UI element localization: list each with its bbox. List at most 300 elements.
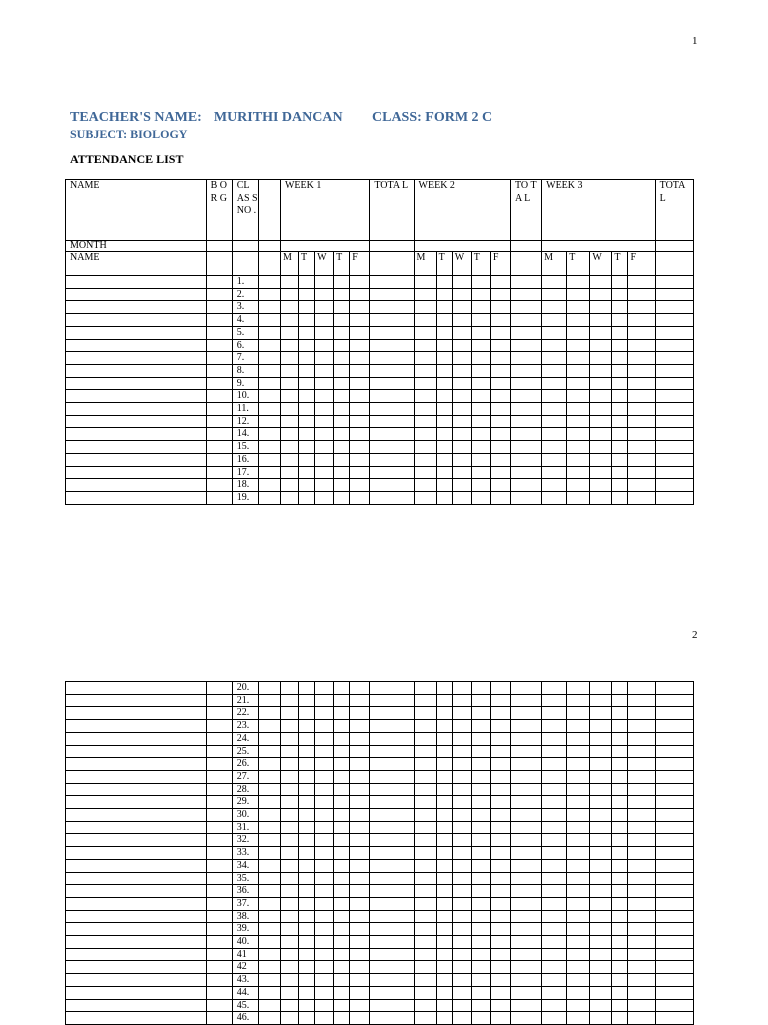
attendance-cell[interactable] — [511, 339, 542, 352]
attendance-cell[interactable] — [334, 301, 350, 314]
attendance-cell[interactable] — [567, 377, 590, 390]
attendance-cell[interactable] — [471, 479, 490, 492]
attendance-cell[interactable] — [590, 390, 612, 403]
attendance-cell[interactable] — [299, 783, 315, 796]
attendance-cell[interactable] — [280, 809, 298, 822]
attendance-cell[interactable] — [299, 352, 315, 365]
attendance-cell[interactable] — [334, 758, 350, 771]
attendance-cell[interactable] — [436, 847, 452, 860]
attendance-cell[interactable] — [452, 403, 471, 416]
attendance-cell[interactable] — [370, 859, 414, 872]
attendance-cell[interactable] — [511, 479, 542, 492]
attendance-cell[interactable] — [452, 847, 471, 860]
attendance-cell[interactable] — [590, 859, 612, 872]
attendance-cell[interactable] — [206, 770, 232, 783]
student-name-cell[interactable] — [66, 326, 207, 339]
attendance-cell[interactable] — [370, 479, 414, 492]
attendance-cell[interactable] — [452, 301, 471, 314]
attendance-cell[interactable] — [436, 352, 452, 365]
attendance-cell[interactable] — [628, 314, 655, 327]
attendance-cell[interactable] — [315, 936, 334, 949]
attendance-cell[interactable] — [452, 453, 471, 466]
student-name-cell[interactable] — [66, 720, 207, 733]
attendance-cell[interactable] — [436, 859, 452, 872]
attendance-cell[interactable] — [590, 466, 612, 479]
attendance-cell[interactable] — [655, 339, 693, 352]
attendance-cell[interactable] — [206, 834, 232, 847]
attendance-cell[interactable] — [510, 961, 541, 974]
attendance-cell[interactable] — [542, 936, 567, 949]
attendance-cell[interactable] — [280, 961, 298, 974]
student-name-cell[interactable] — [66, 936, 207, 949]
attendance-cell[interactable] — [655, 897, 693, 910]
attendance-cell[interactable] — [280, 491, 298, 504]
attendance-cell[interactable] — [258, 796, 280, 809]
attendance-cell[interactable] — [471, 707, 490, 720]
attendance-cell[interactable] — [350, 276, 370, 289]
attendance-cell[interactable] — [590, 694, 612, 707]
attendance-cell[interactable] — [655, 885, 693, 898]
attendance-cell[interactable] — [590, 453, 612, 466]
attendance-cell[interactable] — [280, 364, 298, 377]
attendance-cell[interactable] — [315, 377, 334, 390]
attendance-cell[interactable] — [542, 720, 567, 733]
attendance-cell[interactable] — [590, 936, 612, 949]
attendance-cell[interactable] — [299, 707, 315, 720]
attendance-cell[interactable] — [452, 758, 471, 771]
attendance-cell[interactable] — [490, 758, 510, 771]
attendance-cell[interactable] — [471, 897, 490, 910]
attendance-cell[interactable] — [612, 707, 628, 720]
attendance-cell[interactable] — [628, 707, 655, 720]
attendance-cell[interactable] — [628, 770, 655, 783]
attendance-cell[interactable] — [628, 441, 655, 454]
attendance-cell[interactable] — [299, 834, 315, 847]
attendance-cell[interactable] — [542, 428, 567, 441]
attendance-cell[interactable] — [350, 783, 370, 796]
attendance-cell[interactable] — [315, 859, 334, 872]
attendance-cell[interactable] — [350, 339, 370, 352]
attendance-cell[interactable] — [452, 707, 471, 720]
attendance-cell[interactable] — [414, 301, 436, 314]
attendance-cell[interactable] — [206, 314, 232, 327]
attendance-cell[interactable] — [511, 352, 542, 365]
attendance-cell[interactable] — [542, 288, 567, 301]
attendance-cell[interactable] — [471, 758, 490, 771]
attendance-cell[interactable] — [258, 923, 280, 936]
attendance-cell[interactable] — [590, 377, 612, 390]
attendance-cell[interactable] — [471, 276, 490, 289]
attendance-cell[interactable] — [370, 466, 414, 479]
attendance-cell[interactable] — [414, 682, 436, 695]
attendance-cell[interactable] — [206, 936, 232, 949]
attendance-cell[interactable] — [334, 999, 350, 1012]
attendance-cell[interactable] — [542, 923, 567, 936]
attendance-cell[interactable] — [414, 390, 436, 403]
attendance-cell[interactable] — [590, 847, 612, 860]
student-name-cell[interactable] — [66, 301, 207, 314]
attendance-cell[interactable] — [414, 986, 436, 999]
attendance-cell[interactable] — [258, 758, 280, 771]
attendance-cell[interactable] — [334, 910, 350, 923]
attendance-cell[interactable] — [350, 441, 370, 454]
student-name-cell[interactable] — [66, 872, 207, 885]
attendance-cell[interactable] — [510, 834, 541, 847]
attendance-cell[interactable] — [542, 885, 567, 898]
attendance-cell[interactable] — [299, 758, 315, 771]
attendance-cell[interactable] — [655, 783, 693, 796]
attendance-cell[interactable] — [471, 314, 490, 327]
attendance-cell[interactable] — [490, 682, 510, 695]
attendance-cell[interactable] — [436, 809, 452, 822]
attendance-cell[interactable] — [542, 326, 567, 339]
attendance-cell[interactable] — [334, 453, 350, 466]
attendance-cell[interactable] — [280, 821, 298, 834]
attendance-cell[interactable] — [436, 377, 452, 390]
attendance-cell[interactable] — [280, 885, 298, 898]
attendance-cell[interactable] — [315, 745, 334, 758]
attendance-cell[interactable] — [590, 974, 612, 987]
attendance-cell[interactable] — [350, 377, 370, 390]
attendance-cell[interactable] — [315, 339, 334, 352]
student-name-cell[interactable] — [66, 758, 207, 771]
attendance-cell[interactable] — [590, 961, 612, 974]
attendance-cell[interactable] — [471, 859, 490, 872]
attendance-cell[interactable] — [315, 974, 334, 987]
attendance-cell[interactable] — [206, 339, 232, 352]
attendance-cell[interactable] — [612, 885, 628, 898]
attendance-cell[interactable] — [628, 1012, 655, 1025]
attendance-cell[interactable] — [490, 1012, 510, 1025]
attendance-cell[interactable] — [567, 923, 590, 936]
attendance-cell[interactable] — [510, 682, 541, 695]
student-name-cell[interactable] — [66, 428, 207, 441]
attendance-cell[interactable] — [542, 390, 567, 403]
attendance-cell[interactable] — [370, 415, 414, 428]
attendance-cell[interactable] — [258, 897, 280, 910]
attendance-cell[interactable] — [280, 415, 298, 428]
attendance-cell[interactable] — [370, 403, 414, 416]
attendance-cell[interactable] — [436, 999, 452, 1012]
attendance-cell[interactable] — [414, 428, 436, 441]
attendance-cell[interactable] — [567, 288, 590, 301]
attendance-cell[interactable] — [452, 390, 471, 403]
attendance-cell[interactable] — [655, 326, 693, 339]
attendance-cell[interactable] — [299, 694, 315, 707]
attendance-cell[interactable] — [299, 897, 315, 910]
attendance-cell[interactable] — [258, 732, 280, 745]
attendance-cell[interactable] — [258, 974, 280, 987]
attendance-cell[interactable] — [471, 910, 490, 923]
attendance-cell[interactable] — [370, 745, 414, 758]
attendance-cell[interactable] — [436, 834, 452, 847]
attendance-cell[interactable] — [334, 923, 350, 936]
attendance-cell[interactable] — [280, 974, 298, 987]
attendance-cell[interactable] — [490, 314, 510, 327]
attendance-cell[interactable] — [567, 809, 590, 822]
attendance-cell[interactable] — [350, 910, 370, 923]
attendance-cell[interactable] — [436, 948, 452, 961]
attendance-cell[interactable] — [315, 770, 334, 783]
attendance-cell[interactable] — [436, 745, 452, 758]
attendance-cell[interactable] — [350, 428, 370, 441]
attendance-cell[interactable] — [590, 872, 612, 885]
attendance-cell[interactable] — [436, 910, 452, 923]
attendance-cell[interactable] — [490, 352, 510, 365]
attendance-cell[interactable] — [370, 682, 414, 695]
attendance-cell[interactable] — [206, 720, 232, 733]
attendance-cell[interactable] — [280, 301, 298, 314]
attendance-cell[interactable] — [542, 821, 567, 834]
attendance-cell[interactable] — [452, 821, 471, 834]
attendance-cell[interactable] — [590, 809, 612, 822]
attendance-cell[interactable] — [299, 948, 315, 961]
attendance-cell[interactable] — [511, 364, 542, 377]
attendance-cell[interactable] — [350, 796, 370, 809]
attendance-cell[interactable] — [414, 453, 436, 466]
attendance-cell[interactable] — [471, 732, 490, 745]
attendance-cell[interactable] — [206, 923, 232, 936]
attendance-cell[interactable] — [567, 364, 590, 377]
attendance-cell[interactable] — [315, 441, 334, 454]
attendance-cell[interactable] — [452, 682, 471, 695]
attendance-cell[interactable] — [414, 339, 436, 352]
attendance-cell[interactable] — [370, 364, 414, 377]
attendance-cell[interactable] — [612, 301, 628, 314]
attendance-cell[interactable] — [452, 999, 471, 1012]
attendance-cell[interactable] — [612, 441, 628, 454]
attendance-cell[interactable] — [315, 694, 334, 707]
attendance-cell[interactable] — [299, 491, 315, 504]
attendance-cell[interactable] — [299, 314, 315, 327]
attendance-cell[interactable] — [350, 694, 370, 707]
attendance-cell[interactable] — [590, 314, 612, 327]
attendance-cell[interactable] — [299, 847, 315, 860]
attendance-cell[interactable] — [334, 948, 350, 961]
attendance-cell[interactable] — [612, 961, 628, 974]
attendance-cell[interactable] — [206, 745, 232, 758]
attendance-cell[interactable] — [471, 796, 490, 809]
attendance-cell[interactable] — [655, 364, 693, 377]
attendance-cell[interactable] — [655, 732, 693, 745]
attendance-cell[interactable] — [299, 390, 315, 403]
attendance-cell[interactable] — [612, 1012, 628, 1025]
attendance-cell[interactable] — [542, 364, 567, 377]
attendance-cell[interactable] — [436, 466, 452, 479]
attendance-cell[interactable] — [370, 821, 414, 834]
attendance-cell[interactable] — [414, 1012, 436, 1025]
attendance-cell[interactable] — [350, 314, 370, 327]
attendance-cell[interactable] — [436, 415, 452, 428]
attendance-cell[interactable] — [471, 720, 490, 733]
attendance-cell[interactable] — [490, 339, 510, 352]
attendance-cell[interactable] — [628, 872, 655, 885]
attendance-cell[interactable] — [511, 403, 542, 416]
attendance-cell[interactable] — [280, 276, 298, 289]
attendance-cell[interactable] — [334, 720, 350, 733]
attendance-cell[interactable] — [490, 910, 510, 923]
student-name-cell[interactable] — [66, 694, 207, 707]
attendance-cell[interactable] — [590, 745, 612, 758]
attendance-cell[interactable] — [258, 466, 280, 479]
attendance-cell[interactable] — [334, 377, 350, 390]
attendance-cell[interactable] — [567, 339, 590, 352]
attendance-cell[interactable] — [452, 936, 471, 949]
attendance-cell[interactable] — [542, 441, 567, 454]
attendance-cell[interactable] — [628, 403, 655, 416]
attendance-cell[interactable] — [258, 428, 280, 441]
attendance-cell[interactable] — [490, 732, 510, 745]
attendance-cell[interactable] — [206, 847, 232, 860]
attendance-cell[interactable] — [206, 491, 232, 504]
attendance-cell[interactable] — [542, 986, 567, 999]
attendance-cell[interactable] — [414, 276, 436, 289]
attendance-cell[interactable] — [471, 466, 490, 479]
attendance-cell[interactable] — [612, 847, 628, 860]
attendance-cell[interactable] — [590, 758, 612, 771]
attendance-cell[interactable] — [299, 999, 315, 1012]
attendance-cell[interactable] — [542, 339, 567, 352]
attendance-cell[interactable] — [612, 923, 628, 936]
attendance-cell[interactable] — [510, 694, 541, 707]
attendance-cell[interactable] — [567, 1012, 590, 1025]
attendance-cell[interactable] — [299, 745, 315, 758]
attendance-cell[interactable] — [490, 834, 510, 847]
attendance-cell[interactable] — [612, 770, 628, 783]
attendance-cell[interactable] — [206, 910, 232, 923]
attendance-cell[interactable] — [567, 796, 590, 809]
attendance-cell[interactable] — [414, 872, 436, 885]
attendance-cell[interactable] — [334, 403, 350, 416]
attendance-cell[interactable] — [258, 770, 280, 783]
attendance-cell[interactable] — [490, 428, 510, 441]
attendance-cell[interactable] — [350, 847, 370, 860]
attendance-cell[interactable] — [414, 377, 436, 390]
attendance-cell[interactable] — [206, 1012, 232, 1025]
attendance-cell[interactable] — [590, 999, 612, 1012]
attendance-cell[interactable] — [612, 276, 628, 289]
attendance-cell[interactable] — [612, 288, 628, 301]
attendance-cell[interactable] — [280, 834, 298, 847]
attendance-cell[interactable] — [471, 682, 490, 695]
attendance-cell[interactable] — [280, 796, 298, 809]
attendance-cell[interactable] — [280, 770, 298, 783]
attendance-cell[interactable] — [511, 415, 542, 428]
attendance-cell[interactable] — [315, 910, 334, 923]
attendance-cell[interactable] — [299, 986, 315, 999]
attendance-cell[interactable] — [655, 936, 693, 949]
attendance-cell[interactable] — [490, 403, 510, 416]
attendance-cell[interactable] — [350, 403, 370, 416]
attendance-cell[interactable] — [590, 910, 612, 923]
attendance-cell[interactable] — [542, 453, 567, 466]
attendance-cell[interactable] — [612, 834, 628, 847]
attendance-cell[interactable] — [490, 441, 510, 454]
attendance-cell[interactable] — [510, 707, 541, 720]
attendance-cell[interactable] — [452, 732, 471, 745]
student-name-cell[interactable] — [66, 745, 207, 758]
attendance-cell[interactable] — [334, 732, 350, 745]
attendance-cell[interactable] — [258, 352, 280, 365]
attendance-cell[interactable] — [299, 910, 315, 923]
attendance-cell[interactable] — [655, 859, 693, 872]
attendance-cell[interactable] — [452, 910, 471, 923]
attendance-cell[interactable] — [612, 364, 628, 377]
attendance-cell[interactable] — [258, 326, 280, 339]
attendance-cell[interactable] — [628, 999, 655, 1012]
attendance-cell[interactable] — [206, 453, 232, 466]
attendance-cell[interactable] — [510, 885, 541, 898]
student-name-cell[interactable] — [66, 974, 207, 987]
attendance-cell[interactable] — [436, 872, 452, 885]
attendance-cell[interactable] — [414, 859, 436, 872]
attendance-cell[interactable] — [452, 885, 471, 898]
attendance-cell[interactable] — [612, 326, 628, 339]
attendance-cell[interactable] — [655, 466, 693, 479]
attendance-cell[interactable] — [567, 872, 590, 885]
attendance-cell[interactable] — [471, 809, 490, 822]
attendance-cell[interactable] — [471, 986, 490, 999]
attendance-cell[interactable] — [206, 974, 232, 987]
attendance-cell[interactable] — [542, 479, 567, 492]
attendance-cell[interactable] — [350, 936, 370, 949]
student-name-cell[interactable] — [66, 897, 207, 910]
attendance-cell[interactable] — [452, 986, 471, 999]
attendance-cell[interactable] — [490, 885, 510, 898]
attendance-cell[interactable] — [511, 491, 542, 504]
attendance-cell[interactable] — [510, 732, 541, 745]
attendance-cell[interactable] — [280, 441, 298, 454]
attendance-cell[interactable] — [258, 694, 280, 707]
attendance-cell[interactable] — [414, 885, 436, 898]
attendance-cell[interactable] — [280, 326, 298, 339]
attendance-cell[interactable] — [471, 872, 490, 885]
student-name-cell[interactable] — [66, 276, 207, 289]
attendance-cell[interactable] — [206, 872, 232, 885]
attendance-cell[interactable] — [452, 466, 471, 479]
attendance-cell[interactable] — [334, 936, 350, 949]
attendance-cell[interactable] — [510, 897, 541, 910]
attendance-cell[interactable] — [567, 720, 590, 733]
attendance-cell[interactable] — [590, 479, 612, 492]
attendance-cell[interactable] — [370, 301, 414, 314]
attendance-cell[interactable] — [590, 948, 612, 961]
attendance-cell[interactable] — [414, 707, 436, 720]
attendance-cell[interactable] — [471, 415, 490, 428]
attendance-cell[interactable] — [315, 314, 334, 327]
attendance-cell[interactable] — [655, 948, 693, 961]
attendance-cell[interactable] — [258, 872, 280, 885]
attendance-cell[interactable] — [655, 682, 693, 695]
attendance-cell[interactable] — [471, 885, 490, 898]
student-name-cell[interactable] — [66, 796, 207, 809]
student-name-cell[interactable] — [66, 986, 207, 999]
attendance-cell[interactable] — [542, 859, 567, 872]
attendance-cell[interactable] — [590, 720, 612, 733]
attendance-cell[interactable] — [350, 732, 370, 745]
attendance-cell[interactable] — [628, 986, 655, 999]
attendance-cell[interactable] — [628, 352, 655, 365]
attendance-cell[interactable] — [315, 707, 334, 720]
attendance-cell[interactable] — [206, 707, 232, 720]
attendance-cell[interactable] — [280, 707, 298, 720]
attendance-cell[interactable] — [315, 961, 334, 974]
attendance-cell[interactable] — [471, 847, 490, 860]
attendance-cell[interactable] — [414, 314, 436, 327]
attendance-cell[interactable] — [542, 682, 567, 695]
attendance-cell[interactable] — [414, 479, 436, 492]
attendance-cell[interactable] — [350, 707, 370, 720]
